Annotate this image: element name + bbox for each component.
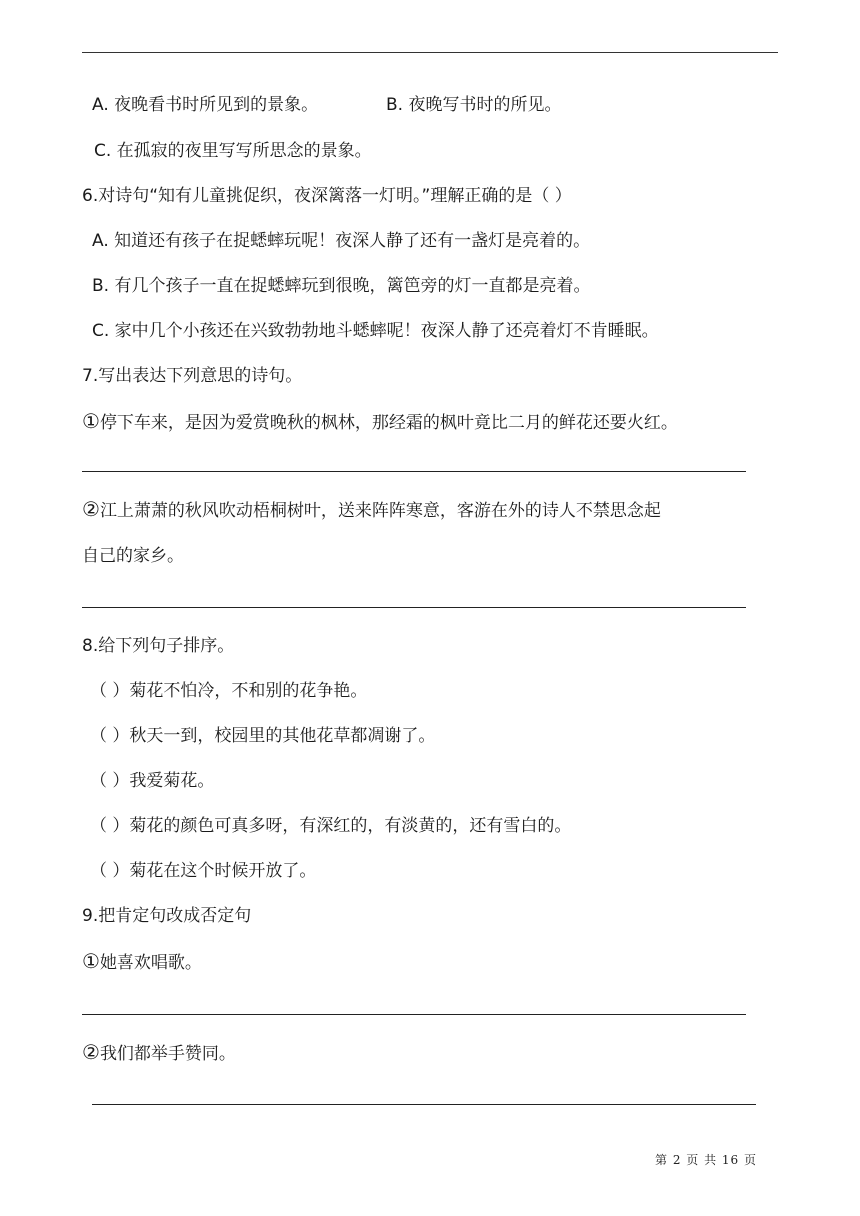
q7-item-1-marker: ① (82, 409, 100, 433)
q9-item-2-marker: ② (82, 1040, 100, 1064)
q6-stem: 6.对诗句“知有儿童挑促织，夜深篱落一灯明。”理解正确的是（ ） (82, 186, 572, 206)
q9-answer-line-2[interactable] (92, 1104, 756, 1105)
q7-answer-line-1[interactable] (82, 471, 746, 472)
q7-stem: 7.写出表达下列意思的诗句。 (82, 366, 303, 386)
q9-answer-line-1[interactable] (82, 1014, 746, 1015)
q8-item-4[interactable]: （ ）菊花的颜色可真多呀，有深红的，有淡黄的，还有雪白的。 (90, 816, 572, 836)
q9-item-1-marker: ① (82, 949, 100, 973)
q8-stem: 8.给下列句子排序。 (82, 636, 235, 656)
q6-option-b: B. 有几个孩子一直在捉蟋蟀玩到很晚，篱笆旁的灯一直都是亮着。 (92, 276, 591, 296)
q7-item-2-marker: ② (82, 497, 100, 521)
q9-item-2-text: 我们都举手赞同。 (99, 1044, 236, 1064)
page-number: 第 2 页 共 16 页 (655, 1153, 757, 1167)
q9-item-1 (82, 950, 202, 974)
q7-item-1 (82, 410, 678, 434)
q8-item-2[interactable]: （ ）秋天一到，校园里的其他花草都凋谢了。 (90, 726, 436, 746)
header-rule (82, 52, 778, 53)
q6-option-a: A. 知道还有孩子在捉蟋蟀玩呢！夜深人静了还有一盏灯是亮着的。 (92, 231, 591, 251)
q6-option-c: C. 家中几个小孩还在兴致勃勃地斗蟋蟀呢！夜深人静了还亮着灯不肯睡眠。 (92, 321, 659, 341)
q8-item-1[interactable]: （ ）菊花不怕冷，不和别的花争艳。 (90, 681, 368, 701)
q8-item-5[interactable]: （ ）菊花在这个时候开放了。 (90, 861, 317, 881)
q7-item-2-text-line1: 江上萧萧的秋风吹动梧桐树叶，送来阵阵寒意，客游在外的诗人不禁思念起 (99, 501, 661, 521)
q9-stem: 9.把肯定句改成否定句 (82, 906, 252, 926)
q9-item-1-text: 她喜欢唱歌。 (99, 953, 202, 973)
q5-option-row (92, 94, 318, 116)
q7-item-2-text-line2: 自己的家乡。 (82, 546, 184, 566)
q7-answer-line-2[interactable] (82, 607, 746, 608)
q5-option-c: C. 在孤寂的夜里写写所思念的景象。 (94, 141, 372, 161)
q5-option-b: B. 夜晚写书时的所见。 (386, 95, 562, 115)
q8-item-3[interactable]: （ ）我爱菊花。 (90, 771, 215, 791)
q7-item-1-text: 停下车来，是因为爱赏晚秋的枫林，那经霜的枫叶竟比二月的鲜花还要火红。 (99, 413, 678, 433)
q7-item-2 (82, 498, 661, 522)
q5-option-a: A. 夜晚看书时所见到的景象。 (92, 95, 319, 115)
q9-item-2 (82, 1041, 236, 1065)
q5-option-b-row (386, 94, 561, 116)
